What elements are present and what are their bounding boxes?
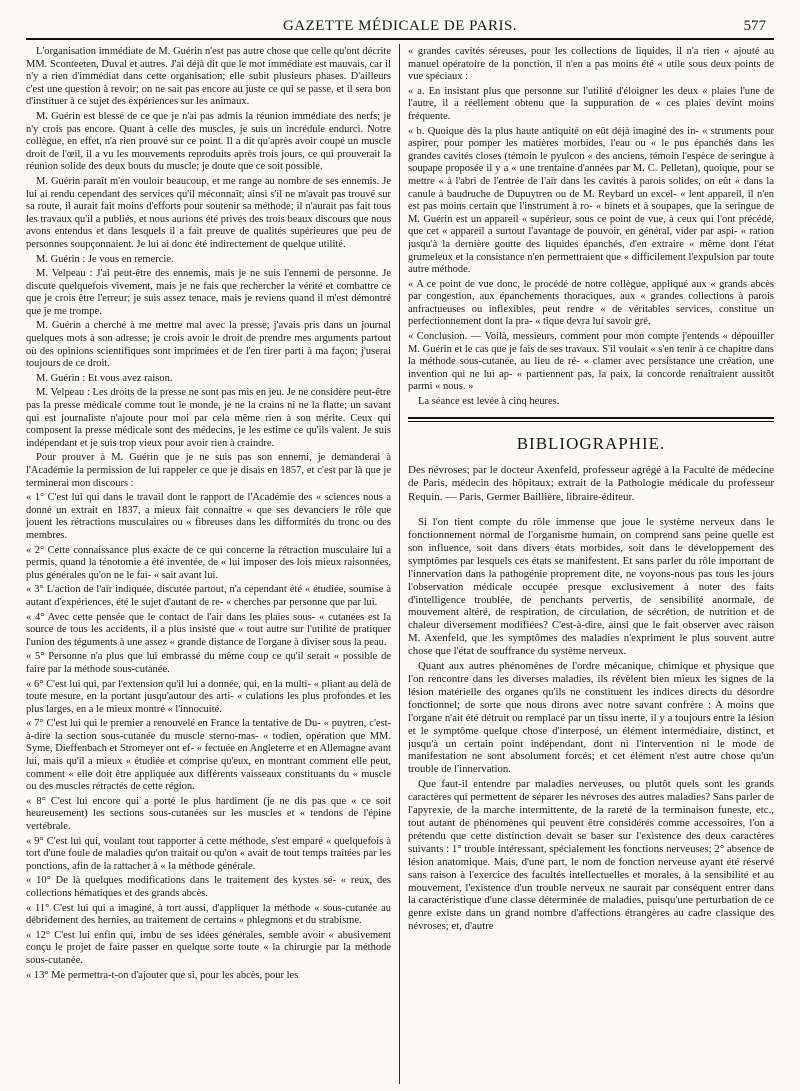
header-rule	[26, 38, 774, 40]
quoted-item: « 2° Cette connaissance plus exacte de ce qui concerne la rétraction musculaire lui a permis, quand la ténotomie a été inventée, de « lui imposer des lois mieux raisonnées, plus générales qu'on ne le fai- « sait avant lui.	[26, 544, 391, 581]
journal-title: GAZETTE MÉDICALE DE PARIS.	[282, 18, 518, 34]
paragraph: Pour prouver à M. Guérin que je ne suis pas son ennemi, je demanderai à l'Académie la permission de lui rappeler ce que je disais en 1857, et c'est par là que je terminerai mon discours :	[26, 452, 391, 489]
page-header	[26, 14, 774, 40]
quoted-item: « 9° C'est lui qui, voulant tout rapporter à cette méthode, s'est emparé « quelquefois à tort d'une foule de maladies qu'on traitait ou qu'on « avait de tout temps traitées par les ponctions, afin de la rattacher à « la méthode générale.	[26, 835, 391, 872]
paragraph: M. Velpeau : Les droits de la presse ne sont pas mis en jeu. Je ne considère peut-être pas la presse médicale comme tout le monde, je ne la crains ni ne la flatte; un savant qui est journaliste n'ajoute pour moi par cela même rien à son mérite. Ceux qui composent la presse médicale sont des médecins, je les estime ce qu'ils valent. Je suis indépendant et je suis trop vieux pour avoir rien à craindre.	[26, 387, 391, 449]
paragraph: M. Guérin : Et vous avez raison.	[36, 372, 173, 384]
quoted-item: « 6° C'est lui qui, par l'extension qu'il lui a donnée, qui, en la multi- « pliant au delà de toute mesure, en la portant jusqu'autour des arti- « culations les plus profondes et les plus larges, en a le mieux montré « l'innocuité.	[26, 678, 391, 715]
quoted-item: « grandes cavités séreuses, pour les collections de liquides, il n'a rien « ajouté au manuel opératoire de la ponction, il n'en a pas moins été « utile sous deux points de vue spéciaux :	[408, 46, 774, 83]
quoted-item: « 5° Personne n'a plus que lui embrassé du même coup ce qu'il serait « possible de faire par la méthode sous-cutanée.	[26, 651, 391, 675]
quoted-item: « 1° C'est lui qui dans le travail dont le rapport de l'Académie des « sciences nous a donné un extrait en 1837, a mieux fait connaître « que ses devanciers le rôle que jouent les rétractions musculaires ou « fibreuses dans les difformités du tronc ou des membres.	[26, 492, 391, 541]
quoted-item: « 3° L'action de l'air indiquée, discutée partout, n'a cependant été « étudiée, soumise à autant d'expériences, été le sujet d'autant de re- « cherches par personne que par lui.	[26, 584, 391, 608]
quoted-item: « A ce point de vue donc, le procédé de notre collègue, appliqué aux « grands abcès par congestion, aux épanchements thoraciques, aux « grandes collections à parois anfractueuses ou inflexibles, peut rendre « de véritables services, constitue un perfectionnement dont la pra- « tique devra lui savoir gré.	[408, 278, 774, 328]
paragraph: Quant aux autres phénomènes de l'ordre mécanique, chimique et physique que l'on rencontre dans les diverses maladies, ils révèlent bien mieux les signes de la lésion matérielle des organes qu'ils ne constituent les indices directs du désordre fonctionnel; de sorte que nous dirons avec notre savant confrère : A moins que l'organe n'ait été détruit ou remplacé par un tissu inerte, il y a toujours entre la lésion et le symptôme quelque chose d'interposé, un élément intermédiaire, distinct, et jusqu'à un certain point indépendant, dont ni l'intervention ni le mode de manifestation ne sont absolument forcés; et cet élément n'est autre chose qu'un trouble de l'innervation.	[408, 660, 774, 776]
section-rule-thin	[408, 421, 774, 422]
paragraph: M. Velpeau : J'ai peut-être des ennemis, mais je ne suis l'ennemi de personne. Je discute quelquefois vivement, mais je ne fais que rechercher la vérité et combattre ce que je crois être l'erreur; je suis assez tenace, mais je reviens quand il m'est démontré que je me trompe.	[26, 268, 391, 317]
right-column	[408, 46, 774, 1086]
paragraph: L'organisation immédiate de M. Guérin n'est pas autre chose que celle qu'ont décrite MM. Sconteeten, Duval et autres. J'ai déjà dit que le mot immédiate est mauvais, car il n'y a rien d'immédiat dans cette organisation; elle subit plusieurs phases. D'ailleurs c'est une question à revoir; on ne sait pas encore au juste ce qui se passe, et il sera bon d'instituer à ce sujet des expériences sur les animaux.	[26, 46, 391, 108]
paragraph: Si l'on tient compte du rôle immense que joue le système nerveux dans le fonctionnement normal de l'organisme humain, on comprend sans peine quelle est son influence, soit dans divers états morbides, soit dans le développement des symptômes par lesquels ces états se manifestent. Et sans parler du rôle important de l'innervation dans la pathogénie proprement dite, ne voyons-nous pas tous les jours l'observation médicale occupée presque exclusivement à noter des faits d'intelligence troublée, de penchants pervertis, de sensibilité anormale, de mouvement altéré, de respiration, de circulation, de sécrétion, de nutrition et de chaleur diversement modifiées? C'est-à-dire, ainsi que le fait observer avec raison M. Axenfeld, que les symptômes des maladies n'expriment le plus souvent autre chose que l'état de souffrance du système nerveux.	[408, 516, 774, 658]
quoted-item: « 12° C'est lui enfin qui, imbu de ses idées générales, semble avoir « abusivement conçu le projet de faire passer en quelque sorte toute « la chirurgie par la méthode sous-cutanée.	[26, 929, 391, 966]
quoted-item: « b. Quoique dès la plus haute antiquité on eût déjà imaginé des in- « struments pour aspirer, pour pomper les matières morbides, l'eau ou « le pus épanchés dans les grandes cavités closes (témoin le pyulcon « des anciens, témoin l'espèce de seringue à soupape proposée il y a « une trentaine d'années par M. C. Pelletan), quoique, pour se mettre « à l'abri de l'entrée de l'air dans les cavités à parois solides, on eût « dans la canule à baudruche de Dupuytren ou de M. Reybard un excel- « lent appareil, il n'en est pas moins certain que l'instrument à ro- « binets et à soupapes, que la seringue de M. Guérin est un appareil « supérieur, sous ce point de vue, à ceux qui l'ont précédé, que cet « appareil a surtout l'avantage de pouvoir, en général, vider par aspi- « ration jusqu'à la dernière goutte des liquides épanchés, d'en extraire « même dont l'état grumeleux et la consistance n'en permettraient que « difficilement l'expulsion par toute autre méthode.	[408, 125, 774, 276]
session-close: La séance est levée à cinq heures.	[418, 396, 560, 408]
quoted-item: « a. En insistant plus que personne sur l'utilité d'éloigner les deux « plaies l'une de l'autre, il a réellement obtenu que la suppuration de « ces plaies devînt moins fréquente.	[408, 85, 774, 122]
section-rule	[408, 417, 774, 419]
left-column	[26, 46, 391, 1086]
bibliography-heading: Des névroses; par le docteur Axenfeld, professeur agrégé à la Faculté de médecine de Paris, médecin des hôpitaux; extrait de la Pathologie médicale du professeur Requin. — Paris, Germer Baillière, libraire-éditeur.	[408, 463, 774, 503]
quoted-item: « 13° Me permettra-t-on d'ajouter que si, pour les abcès, pour les	[26, 969, 299, 981]
quoted-item: « 8° C'est lui encore qui a porté le plus hardiment (je ne dis pas que « ce soit heureusement) les sections sous-cutanées sur les muscles et « tendons de l'épine vertébrale.	[26, 795, 391, 833]
column-divider	[399, 44, 400, 1084]
paragraph: M. Guérin paraît m'en vouloir beaucoup, et me range au nombre de ses ennemis. Je lui ai rendu cependant des services qu'il méconnaît; ainsi s'il ne m'avait pas trouvé sur sa route, il aurait fait moins d'efforts pour soutenir sa méthode; il n'aurait pas fait tous les travaux qu'il a publiés, et nous aurions été privés des trois beaux discours que nous avons entendus et dans lesquels il a fait preuve de qualités supérieures que peu de personnes soupçonnaient. Je lui ai donc été indirectement de quelque utilité.	[26, 175, 391, 250]
paragraph: Que faut-il entendre par maladies nerveuses, ou plutôt quels sont les grands caractères qui permettent de séparer les névroses des autres maladies? Sans parler de l'apyrexie, de la marche intermittente, de la rareté de la terminaison funeste, etc., tout autant de phénomènes qui peuvent être considérés comme accessoires, l'on a prétendu que cette distinction devait se baser sur l'existence des deux caractères suivants : 1° trouble intéressant, spécialement les fonctions nerveuses; 2° absence de lésion anatomique. Mais, d'une part, le nom de fonction nerveuse ayant été réservé sans raison à l'exercice des facultés intellectuelles et morales, à la sensibilité et au mouvement, l'existence d'un trouble nerveux ne saurait par conséquent entrer dans la caractéristique d'une classe déterminée de maladies, puisqu'une perturbation de ce genre existe dans un grand nombre d'affections étrangères au cadre classique des névroses; et, d'autre	[408, 778, 774, 933]
bibliography-title: BIBLIOGRAPHIE.	[516, 433, 666, 453]
paragraph: M. Guérin a cherché à me mettre mal avec la presse; j'avais pris dans un journal quelques mots à son adresse; je crois avoir le droit de prendre mes arguments partout où des opinions scientifiques sont imprimées et de l'en tirer parti à ma façon; j'userai toujours de ce droit.	[26, 320, 391, 370]
paragraph: M. Guérin : Je vous en remercie.	[36, 253, 174, 265]
quoted-item: « 4° Avec cette pensée que le contact de l'air dans les plaies sous- « cutanées est la source de tous les accidents, il a plus insisté que « tout autre sur l'utilité de pratiquer l'union des téguments à une assez « grande distance de l'organe à diviser sous la peau.	[26, 611, 391, 648]
quoted-item: « 11° C'est lui qui a imaginé, à tort aussi, d'appliquer la méthode « sous-cutanée au débridement des hernies, au traitement de certains « phlegmons et du strabisme.	[26, 902, 391, 927]
page-number: 577	[743, 18, 766, 34]
conclusion: « Conclusion. — Voilà, messieurs, comment pour mon compte j'entends « dépouiller M. Guérin et le cas que je fais de ses travaux. S'il voulait « s'en tenir à ce chapitre dans la méthode sous-cutanée, au lieu de ré- « clamer avec persistance une création, une invention qui ne lui ap- « partiennent pas, la paix, la concorde renaîtraient aussitôt parmi « nous. »	[408, 331, 774, 393]
quoted-item: « 7° C'est lui qui le premier a renouvelé en France la tentative de Du- « puytren, c'est-à-dire la section sous-cutanée du muscle sterno-mas- « todien, opération que MM. Syme, Dieffenbach et Stromeyer ont ef- « fectuée en Angleterre et en Allemagne avant lui, mais qu'il a mieux « étudiée et comprise qu'eux, en montrant comment elle peut, comment « elle doit être appliquée aux différents vaisseaux constituants du « muscle ou des muscles rétractés de cette région.	[26, 718, 391, 793]
paragraph: M. Guérin est blessé de ce que je n'ai pas admis la réunion immédiate des nerfs; je n'y crois pas encore. Quant à celle des muscles, je suis un incrédule endurci. Notre collègue, en effet, n'a rien prouvé sur ce point. Il a dit qu'après avoir coupé un muscle droit de l'œil, il a vu les mouvements reproduits après trois jours, ce qui prouverait la réunion solide des deux bouts du muscle; je doute que ce soit possible.	[26, 110, 391, 173]
quoted-item: « 10° De là quelques modifications dans le traitement des kystes sé- « reux, des collections hématiques et des grands abcès.	[26, 875, 391, 899]
